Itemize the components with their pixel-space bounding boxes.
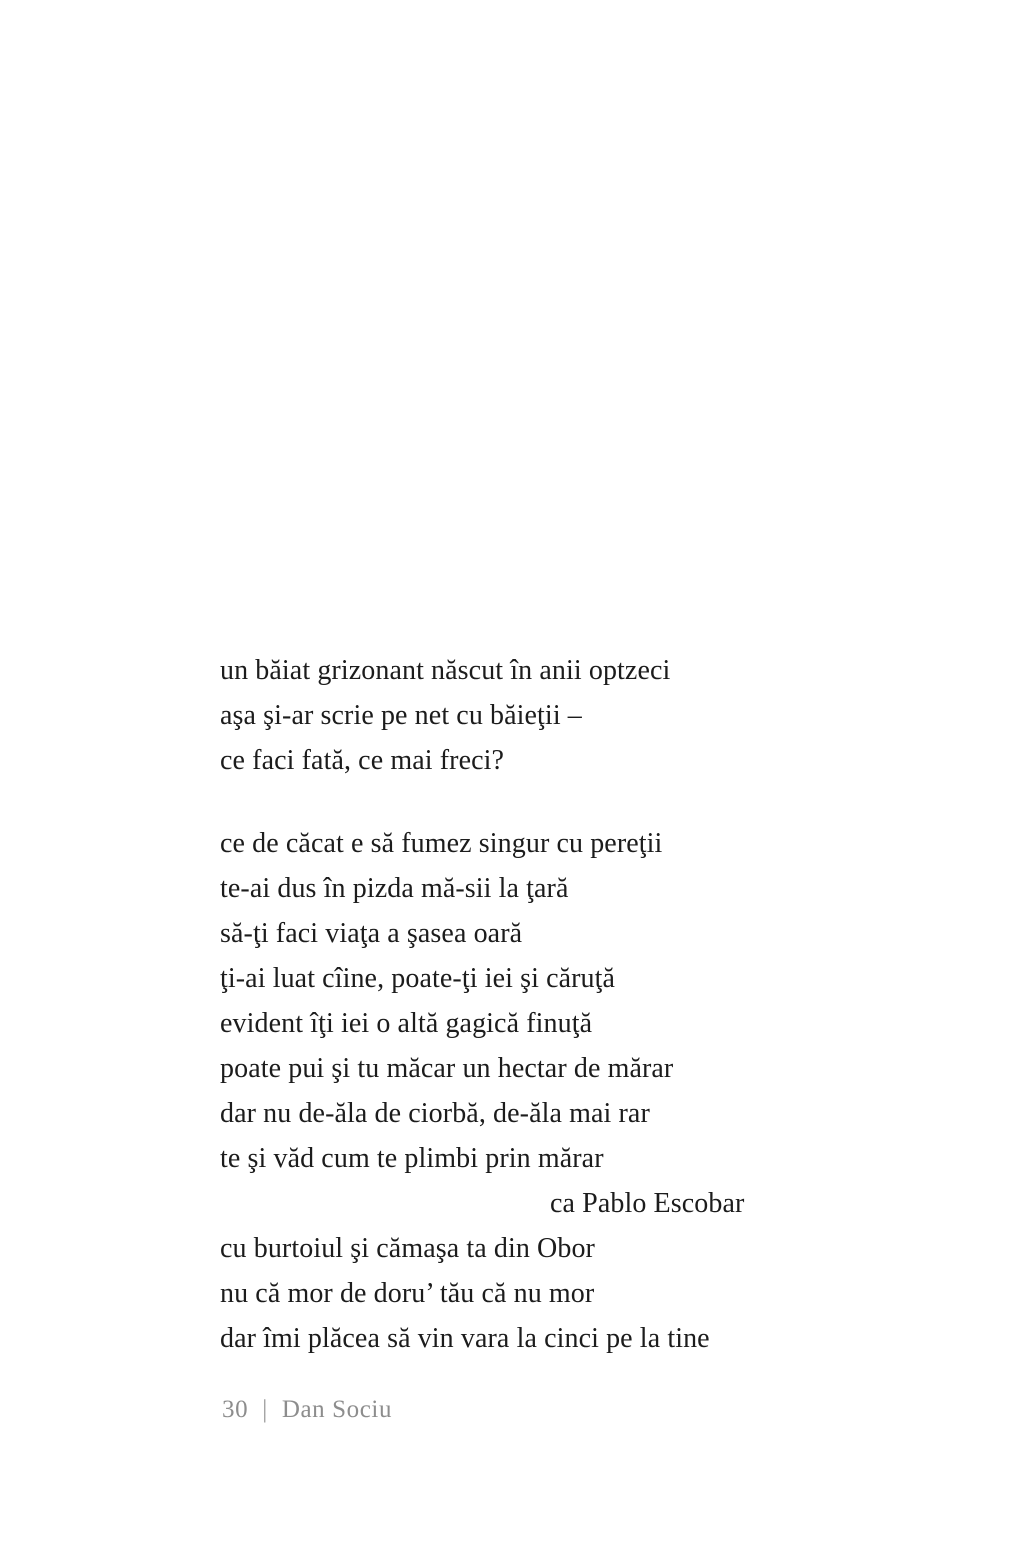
poem-line: cu burtoiul şi cămaşa ta din Obor	[220, 1233, 595, 1264]
poem-line: ţi-ai luat cîine, poate-ţi iei şi căruţă	[220, 963, 616, 994]
poem-line: dar îmi plăcea să vin vara la cinci pe la tine	[220, 1323, 710, 1354]
poem-line: un băiat grizonant născut în anii optzeci	[220, 655, 671, 686]
poem-line: evident îţi iei o altă gagică finuţă	[220, 1008, 593, 1039]
poem-line: nu că mor de doru’ tău că nu mor	[220, 1278, 595, 1309]
poem-line: ce faci fată, ce mai freci?	[220, 745, 505, 776]
page-footer	[222, 1396, 392, 1424]
poem-line: poate pui şi tu măcar un hectar de mărar	[220, 1053, 674, 1084]
poem-line: te-ai dus în pizda mă-sii la ţară	[220, 873, 569, 904]
poem-line: aşa şi-ar scrie pe net cu băieţii –	[220, 700, 582, 731]
poem-body	[220, 648, 860, 1361]
poem-line: să-ţi faci viaţa a şasea oară	[220, 918, 523, 949]
poem-stanza	[220, 821, 860, 1361]
poem-line: ce de căcat e să fumez singur cu pereţii	[220, 828, 663, 859]
page-number: 30	[222, 1396, 249, 1423]
poem-stanza	[220, 648, 860, 783]
poem-line: te şi văd cum te plimbi prin mărar	[220, 1143, 604, 1174]
poem-line: dar nu de-ăla de ciorbă, de-ăla mai rar	[220, 1098, 650, 1129]
footer-separator: |	[262, 1396, 268, 1423]
footer-author-name: Dan Sociu	[281, 1396, 393, 1423]
poem-line-indented: ca Pablo Escobar	[550, 1188, 745, 1219]
